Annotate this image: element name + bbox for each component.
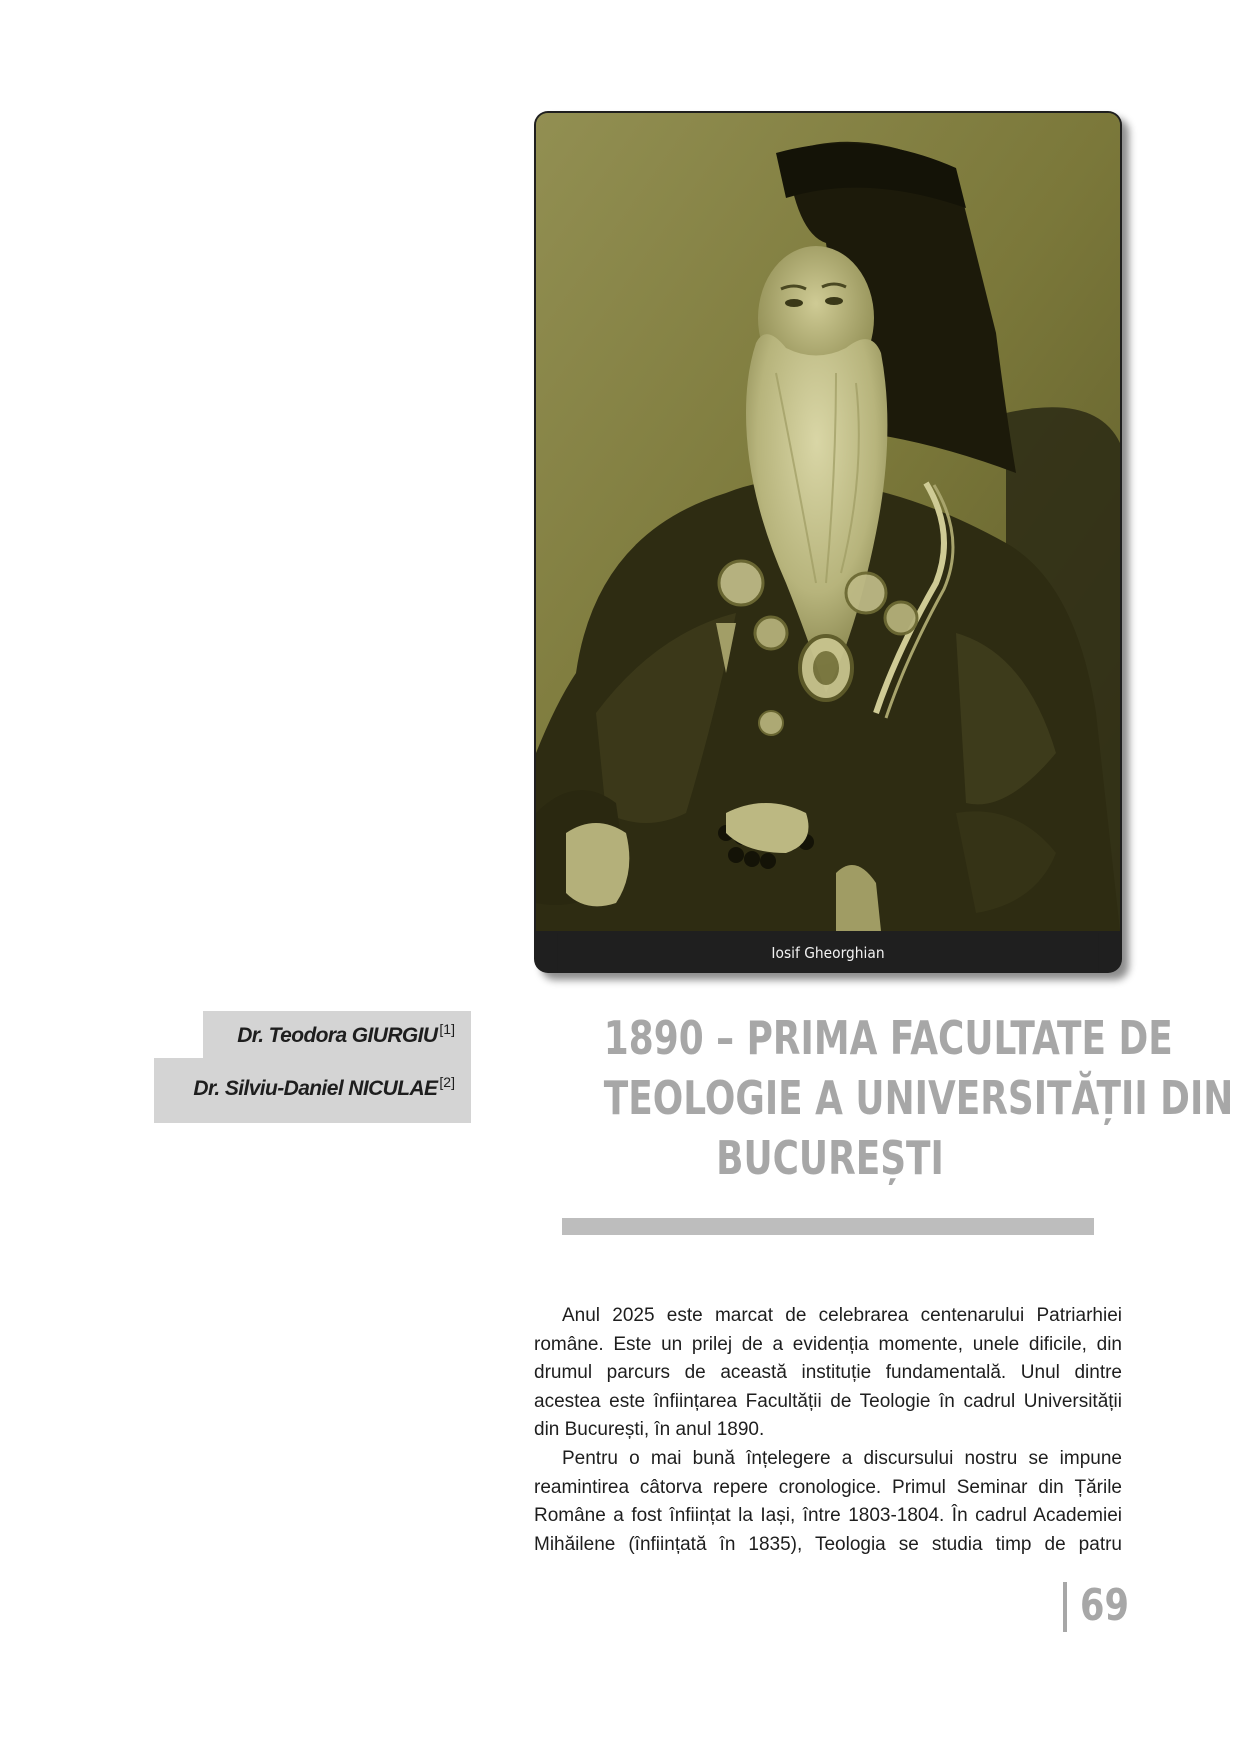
author-1-footnote-ref[interactable]: [1] [439,1021,455,1037]
title-line-1: 1890 – PRIMA FACULTATE DE [603,1011,1173,1065]
page-number: 69 [1080,1580,1129,1631]
author-1 [203,1011,471,1058]
article-body [534,1302,1122,1559]
title-line-3: BUCUREȘTI [716,1131,944,1185]
page-number-divider [1063,1582,1067,1632]
title-line-2: TEOLOGIE A UNIVERSITĂȚII DIN [603,1071,1234,1125]
author-2 [154,1058,471,1123]
author-1-name: Dr. Teodora GIURGIU [237,1024,438,1047]
article-title [540,1008,1234,1188]
portrait-illustration [536,113,1120,931]
author-2-name: Dr. Silviu-Daniel NICULAE [193,1077,438,1100]
photo-frame [534,111,1122,973]
author-2-footnote-ref[interactable]: [2] [439,1074,455,1090]
photo-caption: Iosif Gheorghian [558,933,1099,973]
paragraph-1: Anul 2025 este marcat de celebrarea centenarului Patriarhiei române. Este un prilej de a evidenția momente, unele dificile, din drumul parcurs de această instituție fundamentală. Unul dintre acestea este înființarea Facultății de Teologie în cadrul Universității din București, în anul 1890. [534,1305,1122,1441]
paragraph-2: Pentru o mai bună înțelegere a discursului nostru se impune reamintirea câtorva repere cronologice. Primul Seminar din Țările Române a fost înființat la Iași, între 1803-1804. În cadrul Academiei Mihăilene (înființată în 1835), Teologia se studia timp de patru [534,1447,1122,1555]
portrait-photo [536,113,1120,931]
title-divider [562,1218,1094,1235]
